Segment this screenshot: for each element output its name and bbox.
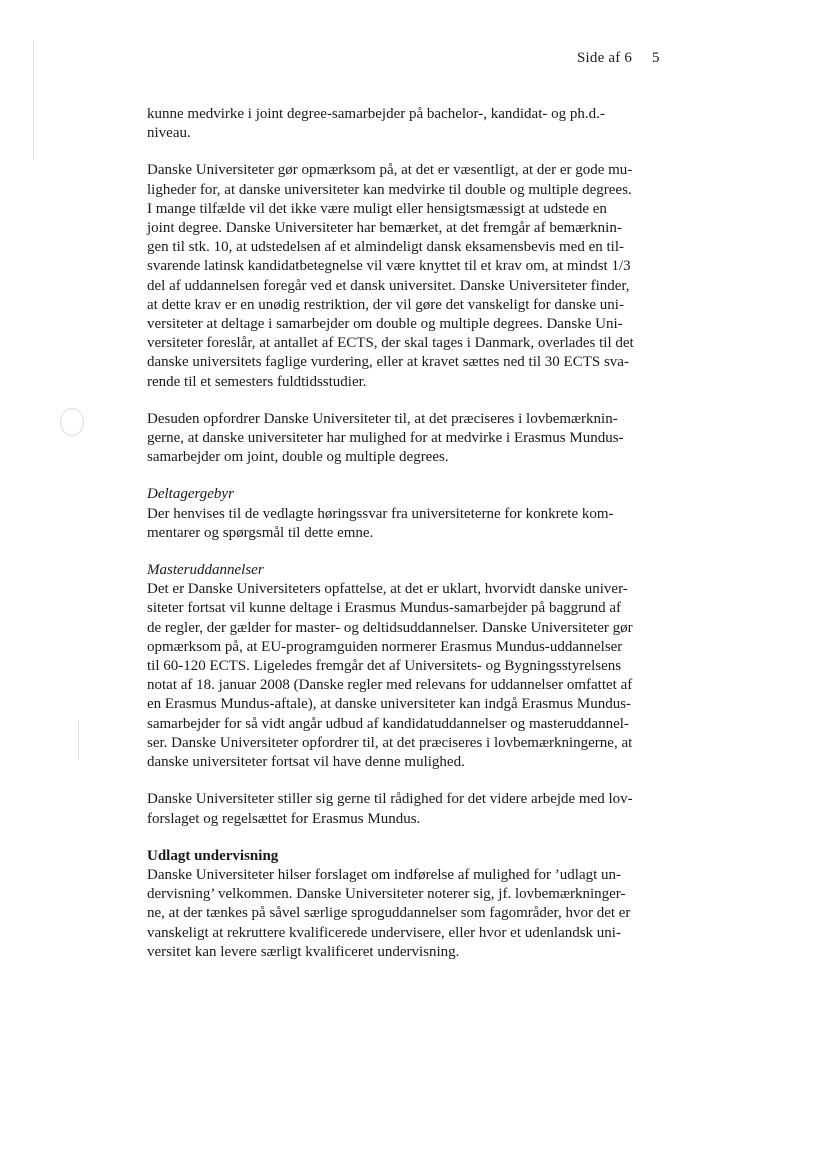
text-line: del af uddannelsen foregår ved et dansk universitet. Danske Universiteter finder, <box>147 277 630 294</box>
text-line: forslaget og regelsættet for Erasmus Mundus. <box>147 810 421 827</box>
text-line: siteter fortsat vil kunne deltage i Erasmus Mundus-samarbejder på baggrund af <box>147 600 622 617</box>
text-line: gerne, at danske universiteter har mulighed for at medvirke i Erasmus Mundus- <box>147 430 624 447</box>
text-line: en Erasmus Mundus-aftale), at danske universiteter kan indgå Erasmus Mundus- <box>147 696 632 713</box>
text-line: dervisning’ velkommen. Danske Universiteter noterer sig, jf. lovbemærkninger- <box>147 886 626 903</box>
scan-hole-mark <box>60 408 84 436</box>
paragraph <box>147 161 667 391</box>
text-line: danske universitets faglige vurdering, eller at kravet sættes ned til 30 ECTS sva- <box>147 354 629 371</box>
text-line: rende til et semesters fuldtidsstudier. <box>147 373 367 390</box>
text-line: at dette krav er en unødig restriktion, der vil gøre det vanskeligt for danske uni- <box>147 296 624 313</box>
text-line: niveau. <box>147 125 191 142</box>
text-line: joint degree. Danske Universiteter har bemærket, at det fremgår af bemærknin- <box>147 220 622 237</box>
text-line: Danske Universiteter stiller sig gerne til rådighed for det videre arbejde med lov- <box>147 791 633 808</box>
text-line: danske universiteter fortsat vil have denne mulighed. <box>147 754 465 771</box>
text-line: versiteter at deltage i samarbejder om double og multiple degrees. Danske Uni- <box>147 316 623 333</box>
text-line: ser. Danske Universiteter opfordrer til, at det præciseres i lovbemærkningerne, at <box>147 734 633 751</box>
text-line: mentarer og spørgsmål til dette emne. <box>147 524 374 541</box>
page-header <box>577 50 660 67</box>
text-line: notat af 18. januar 2008 (Danske regler med relevans for uddannelser omfattet af <box>147 677 633 694</box>
text-line: versitet kan levere særligt kvalificeret undervisning. <box>147 943 460 960</box>
text-line: versiteter foreslår, at antallet af ECTS, der skal tages i Danmark, overlades til det <box>147 335 634 352</box>
text-line: kunne medvirke i joint degree-samarbejder på bachelor-, kandidat- og ph.d.- <box>147 106 605 122</box>
section-heading: Deltagergebyr <box>147 486 234 503</box>
text-line: Det er Danske Universiteters opfattelse, at det er uklart, hvorvidt danske univer- <box>147 581 628 598</box>
paragraph <box>147 105 667 143</box>
page-number: 5 <box>652 50 660 66</box>
paragraph <box>147 847 667 962</box>
document-body <box>147 105 667 980</box>
paragraph <box>147 790 667 828</box>
text-line: svarende latinsk kandidatbetegnelse vil være knyttet til et krav om, at mindst 1/3 <box>147 258 631 275</box>
text-line: de regler, der gælder for master- og deltidsuddannelser. Danske Universiteter gør <box>147 619 633 636</box>
text-line: Danske Universiteter hilser forslaget om indførelse af mulighed for ’udlagt un- <box>147 866 622 883</box>
text-line: I mange tilfælde vil det ikke være muligt eller hensigtsmæssigt at udstede en <box>147 200 607 217</box>
text-line: samarbejder om joint, double og multiple degrees. <box>147 449 449 466</box>
scan-edge-mark <box>78 720 79 760</box>
paragraph <box>147 410 667 468</box>
text-line: gen til stk. 10, at udstedelsen af et almindeligt dansk eksamensbevis med en til- <box>147 239 624 256</box>
paragraph <box>147 561 667 772</box>
text-line: ne, at der tænkes på såvel særlige sproguddannelser som fagområder, hvor det er <box>147 905 631 922</box>
text-line: vanskeligt at rekruttere kvalificerede undervisere, eller hvor et udenlandsk uni- <box>147 924 621 941</box>
text-line: Danske Universiteter gør opmærksom på, at det er væsentligt, at der er gode mu- <box>147 162 633 179</box>
scan-edge-line <box>33 40 34 160</box>
text-line: ligheder for, at danske universiteter kan medvirke til double og multiple degrees. <box>147 181 632 198</box>
text-line: opmærksom på, at EU-programguiden normerer Erasmus Mundus-uddannelser <box>147 638 623 655</box>
section-heading: Masteruddannelser <box>147 562 264 579</box>
text-line: samarbejder for så vidt angår udbud af kandidatuddannelser og masteruddannel- <box>147 715 629 732</box>
paragraph <box>147 485 667 543</box>
section-heading: Udlagt undervisning <box>147 847 279 864</box>
text-line: til 60-120 ECTS. Ligeledes fremgår det af Universitets- og Bygningsstyrelsens <box>147 658 622 675</box>
text-line: Desuden opfordrer Danske Universiteter til, at det præciseres i lovbemærknin- <box>147 410 618 427</box>
page-label: Side af 6 <box>577 50 633 66</box>
text-line: Der henvises til de vedlagte høringssvar fra universiteterne for konkrete kom- <box>147 505 614 522</box>
